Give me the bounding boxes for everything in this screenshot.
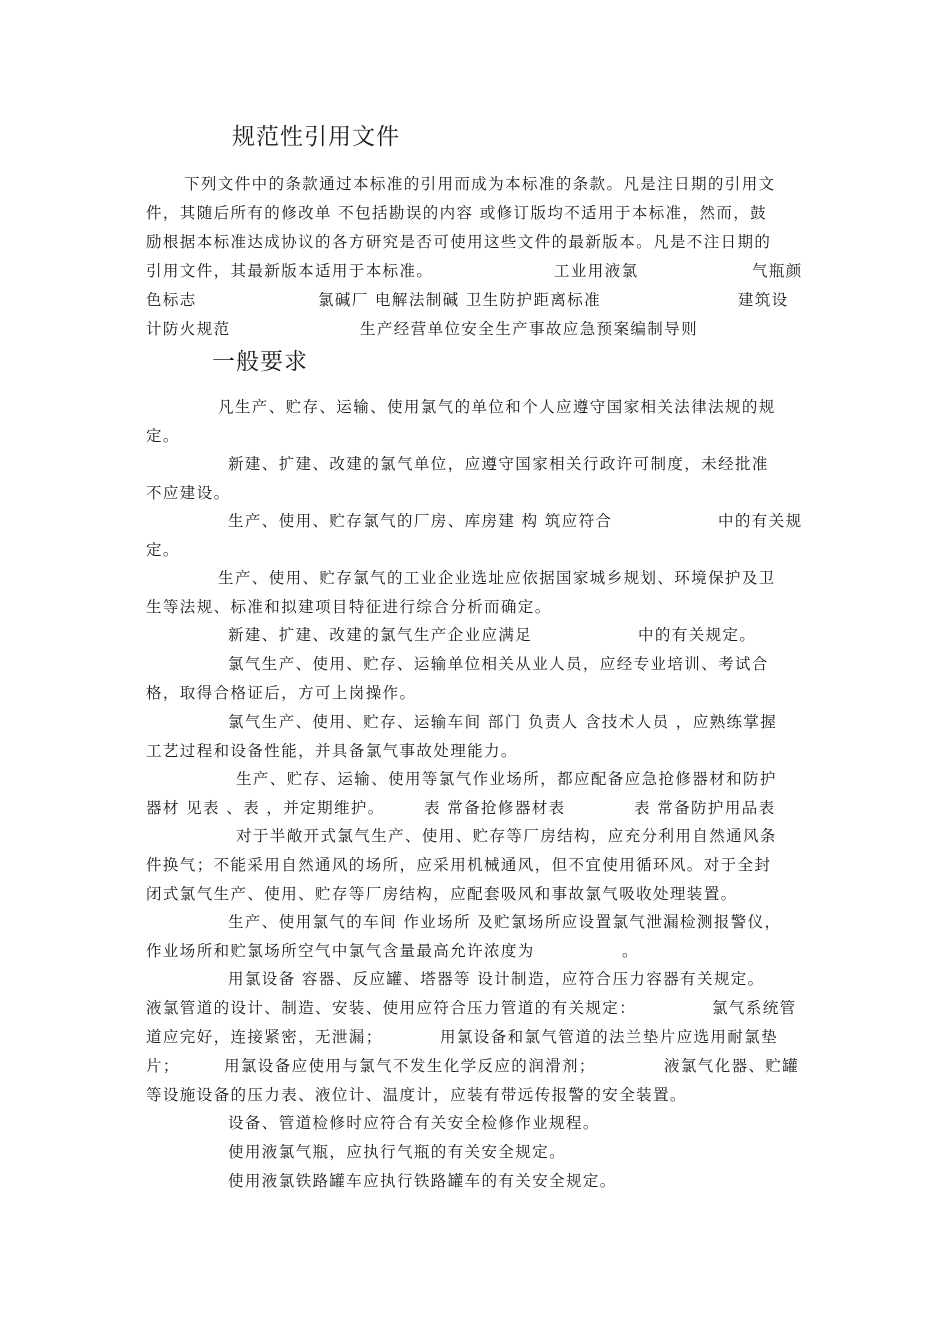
clause-1-line-2 [146, 423, 806, 449]
clause-9-line-3 [146, 881, 806, 907]
table-ref-protective-gear: 表 常备防护用品表 [634, 799, 776, 817]
text: 凡生产、贮存、运输、使用氯气的单位和个人应遵守国家相关法律法规的规 [218, 398, 776, 416]
standard-ref-building-fire: 建筑设 [738, 291, 789, 309]
text: 氯气生产、使用、贮存、运输单位相关从业人员，应经专业培训、考试合 [228, 655, 769, 673]
standard-ref-chlor-alkali: 氯碱厂 电解法制碱 卫生防护距离标准 [318, 291, 602, 309]
text: 闭式氯气生产、使用、贮存等厂房结构，应配套吸风和事故氯气吸收处理装置。 [146, 885, 738, 903]
text: 色标志 [146, 291, 197, 309]
clause-9-line-1 [146, 823, 806, 849]
intro-line-1 [146, 171, 806, 197]
clause-4-line-1 [146, 565, 806, 591]
table-ref-repair-equipment: 表 常备抢修器材表 [424, 799, 566, 817]
clause-8-line-1 [146, 766, 806, 792]
clause-6-line-2 [146, 680, 806, 706]
clause-14-line-1 [146, 1168, 806, 1194]
text: 中的有关规定。 [638, 626, 757, 644]
clause-8-line-2 [146, 795, 806, 821]
clause-11-line-1 [146, 966, 806, 992]
standard-ref-emergency-plan: 生产经营单位安全生产事故应急预案编制导则 [360, 320, 699, 338]
text: 等设施设备的压力表、液位计、温度计，应装有带远传报警的安全装置。 [146, 1086, 687, 1104]
text: 氯气系统管 [712, 999, 797, 1017]
text: 计防火规范 [146, 320, 231, 338]
intro-line-5 [146, 287, 806, 313]
clause-3-line-1 [146, 508, 806, 534]
clause-7-line-2 [146, 738, 806, 764]
text: 生产、使用氯气的车间 作业场所 及贮氯场所应设置氯气泄漏检测报警仪， [228, 913, 782, 931]
clause-1-line-1 [146, 394, 806, 420]
text: 生产、使用、贮存氯气的工业企业选址应依据国家城乡规划、环境保护及卫 [218, 569, 776, 587]
text: 新建、扩建、改建的氯气单位，应遵守国家相关行政许可制度，未经批准 [228, 455, 769, 473]
intro-line-6 [146, 316, 806, 342]
standard-ref-cylinder-color: 气瓶颜 [752, 262, 803, 280]
text: 引用文件，其最新版本适用于本标准。 [146, 262, 434, 280]
clause-10-line-2 [146, 938, 806, 964]
text: 生产、贮存、运输、使用等氯气作业场所，都应配备应急抢修器材和防护 [236, 770, 777, 788]
text: 作业场所和贮氯场所空气中氯气含量最高允许浓度为 [146, 942, 535, 960]
clause-10-line-1 [146, 909, 806, 935]
text: 使用液氯气瓶，应执行气瓶的有关安全规定。 [228, 1143, 567, 1161]
clause-11-line-3 [146, 1024, 806, 1050]
clause-2-line-1 [146, 451, 806, 477]
clause-6-line-1 [146, 651, 806, 677]
clause-3-line-2 [146, 537, 806, 563]
clause-13-line-1 [146, 1139, 806, 1165]
text: 生产、使用、贮存氯气的厂房、库房建 构 筑应符合 [228, 512, 613, 530]
text: 氯气生产、使用、贮存、运输车间 部门 负责人 含技术人员 ，应熟练掌握 [228, 713, 778, 731]
text: 设备、管道检修时应符合有关安全检修作业规程。 [228, 1114, 600, 1132]
text: 工艺过程和设备性能，并具备氯气事故处理能力。 [146, 742, 518, 760]
text: 件，其随后所有的修改单 不包括勘误的内容 或修订版均不适用于本标准，然而，鼓 [146, 204, 768, 222]
text: 新建、扩建、改建的氯气生产企业应满足 [228, 626, 533, 644]
clause-12-line-1 [146, 1110, 806, 1136]
text: 用氯设备和氯气管道的法兰垫片应选用耐氯垫 [440, 1028, 779, 1046]
text: 使用液氯铁路罐车应执行铁路罐车的有关安全规定。 [228, 1172, 617, 1190]
text: 下列文件中的条款通过本标准的引用而成为本标准的条款。凡是注日期的引用文 [184, 175, 776, 193]
text: 定。 [146, 427, 180, 445]
clause-11-line-5 [146, 1082, 806, 1108]
text: 液氯管道的设计、制造、安装、使用应符合压力管道的有关规定： [146, 999, 637, 1017]
standard-ref-liquid-chlorine: 工业用液氯 [554, 262, 639, 280]
clause-7-line-1 [146, 709, 806, 735]
text: 用氯设备应使用与氯气不发生化学反应的润滑剂； [224, 1057, 596, 1075]
clause-11-line-4 [146, 1053, 806, 1079]
text: 对于半敞开式氯气生产、使用、贮存等厂房结构，应充分利用自然通风条 [236, 827, 777, 845]
intro-line-4 [146, 258, 806, 284]
clause-5-line-1 [146, 622, 806, 648]
text: 件换气；不能采用自然通风的场所，应采用机械通风，但不宜使用循环风。对于全封 [146, 856, 772, 874]
text: 道应完好，连接紧密，无泄漏； [146, 1028, 383, 1046]
text: 励根据本标准达成协议的各方研究是否可使用这些文件的最新版本。凡是不注日期的 [146, 233, 772, 251]
clause-9-line-2 [146, 852, 806, 878]
text: 器材 见表 、表 ，并定期维护。 [146, 799, 385, 817]
text: 定。 [146, 541, 180, 559]
clause-4-line-2 [146, 594, 806, 620]
text: 中的有关规 [718, 512, 803, 530]
section-heading-general-requirements: 一般要求 [212, 349, 308, 375]
section-heading-normative-references: 规范性引用文件 [232, 124, 400, 150]
text: 。 [622, 942, 639, 960]
text: 不应建设。 [146, 484, 231, 502]
clause-11-line-2 [146, 995, 806, 1021]
text: 格，取得合格证后，方可上岗操作。 [146, 684, 417, 702]
intro-line-2 [146, 200, 806, 226]
text: 生等法规、标准和拟建项目特征进行综合分析而确定。 [146, 598, 552, 616]
text: 片； [146, 1057, 180, 1075]
text: 液氯气化器、贮罐 [664, 1057, 800, 1075]
intro-line-3 [146, 229, 806, 255]
text: 用氯设备 容器、反应罐、塔器等 设计制造，应符合压力容器有关规定。 [228, 970, 765, 988]
clause-2-line-2 [146, 480, 806, 506]
